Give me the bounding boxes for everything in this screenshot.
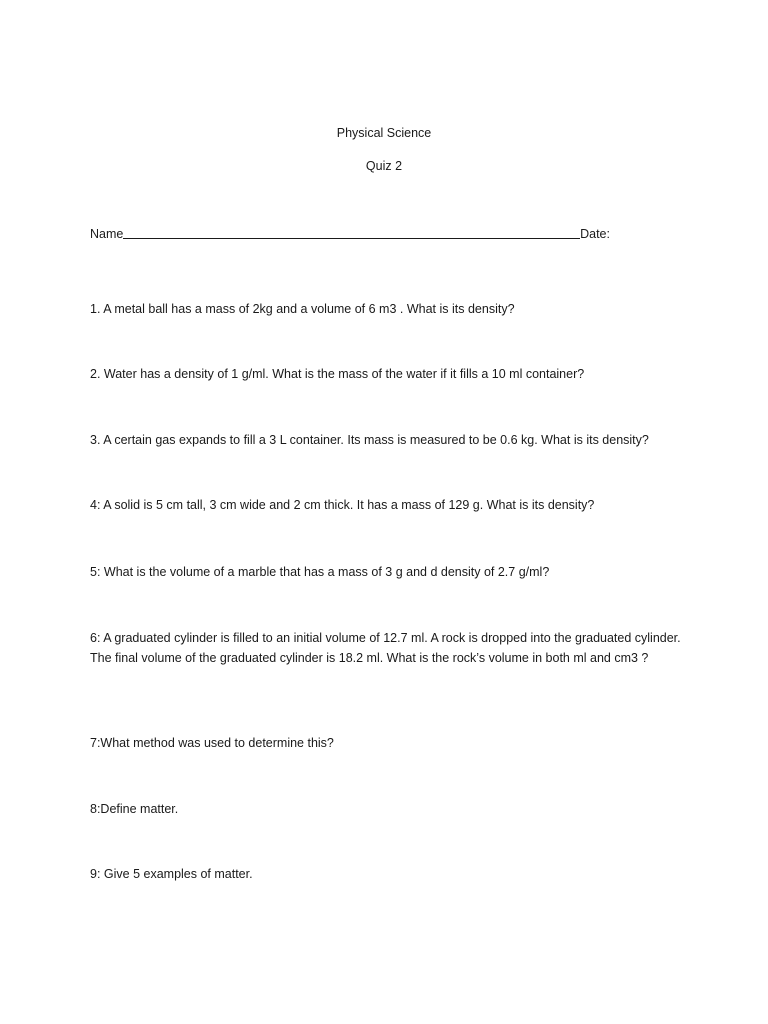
date-label: Date: [580,227,610,241]
quiz-title: Quiz 2 [365,159,403,173]
question-5: 5: What is the volume of a marble that has a mass of 3 g and d density of 2.7 g/ml? [90,565,550,579]
question-1: 1. A metal ball has a mass of 2kg and a volume of 6 m3 . What is its density? [90,302,515,316]
name-label: Name [90,227,124,241]
question-9: 9: Give 5 examples of matter. [90,867,253,881]
question-2: 2. Water has a density of 1 g/ml. What is the mass of the water if it fills a 10 ml container? [90,367,585,381]
question-4: 4: A solid is 5 cm tall, 3 cm wide and 2 cm thick. It has a mass of 129 g. What is its density? [90,498,595,512]
name-date-row [90,224,610,244]
question-6: 6: A graduated cylinder is filled to an initial volume of 12.7 ml. A rock is dropped into the graduated cylinder. The final volume of the graduated cylinder is 18.2 ml. What is the rock’s volume in both ml and cm3 ? [90,631,681,665]
question-3: 3. A certain gas expands to fill a 3 L container. Its mass is measured to be 0.6 kg. What is its density? [90,433,649,447]
question-7: 7:What method was used to determine this? [90,736,334,750]
subject-title: Physical Science [336,126,432,140]
question-8: 8:Define matter. [90,802,179,816]
name-blank-line [123,238,580,239]
